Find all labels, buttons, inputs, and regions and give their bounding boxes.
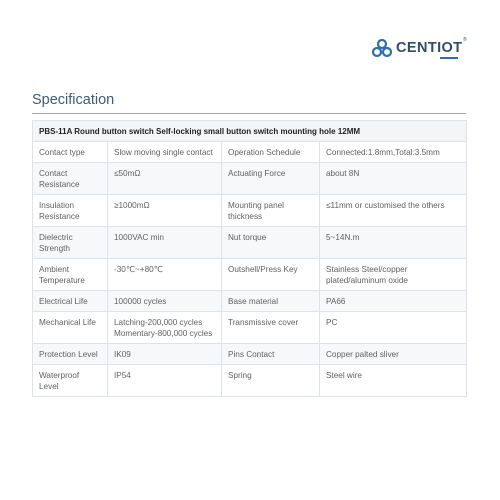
spec-value-cell: Copper palted sliver [320,344,467,365]
spec-value-cell: about 8N [320,163,467,195]
spec-value-cell: Slow moving single contact [108,142,222,163]
table-title-row [33,121,467,142]
spec-label-cell: Mechanical Life [33,312,108,344]
spec-label-cell: Contact Resistance [33,163,108,195]
spec-label-cell: Spring [222,365,320,397]
spec-label-cell: Transmissive cover [222,312,320,344]
spec-value-cell: PA66 [320,291,467,312]
spec-value-cell: PC [320,312,467,344]
spec-label-cell: Insulation Resistance [33,195,108,227]
spec-value-cell: 100000 cycles [108,291,222,312]
heading-divider [32,113,466,114]
table-title: PBS-11A Round button switch Self-locking small button switch mounting hole 12MM [33,121,467,142]
table-body [33,142,467,397]
table-row [33,344,467,365]
spec-label-cell: Protection Level [33,344,108,365]
brand-underline [440,57,458,59]
spec-label-cell: Base material [222,291,320,312]
spec-value-cell: Latching-200,000 cycles Momentary-800,000 cycles [108,312,222,344]
spec-value-cell: 5~14N.m [320,227,467,259]
spec-label-cell: Pins Contact [222,344,320,365]
spec-value-cell: 1000VAC min [108,227,222,259]
brand-logo [371,37,471,61]
spec-value-cell: ≤11mm or customised the others [320,195,467,227]
table-row [33,291,467,312]
table-row [33,142,467,163]
section-heading: Specification [32,92,115,108]
spec-value-cell: Connected:1.8mm,Total:3.5mm [320,142,467,163]
spec-label-cell: Dielectric Strength [33,227,108,259]
spec-label-cell: Electrical Life [33,291,108,312]
table-row [33,259,467,291]
table-row [33,195,467,227]
spec-label-cell: Operation Schedule [222,142,320,163]
brand-name: CENTIOT [396,40,463,56]
spec-label-cell: Ambient Temperature [33,259,108,291]
table-row [33,312,467,344]
spec-label-cell: Actuating Force [222,163,320,195]
spec-label-cell: Outshell/Press Key [222,259,320,291]
specification-table [32,120,467,397]
spec-value-cell: -30℃~+80℃ [108,259,222,291]
spec-label-cell: Contact type [33,142,108,163]
spec-label-cell: Waterproof Level [33,365,108,397]
spec-label-cell: Mounting panel thickness [222,195,320,227]
spec-value-cell: Steel wire [320,365,467,397]
table-row [33,227,467,259]
spec-value-cell: Stainless Steel/copper plated/aluminum oxide [320,259,467,291]
registered-mark: ® [463,37,467,43]
clover-rings-icon [371,38,393,60]
spec-value-cell: ≥1000mΩ [108,195,222,227]
table-row [33,365,467,397]
spec-value-cell: IK09 [108,344,222,365]
table-row [33,163,467,195]
spec-label-cell: Nut torque [222,227,320,259]
spec-value-cell: ≤50mΩ [108,163,222,195]
spec-value-cell: IP54 [108,365,222,397]
